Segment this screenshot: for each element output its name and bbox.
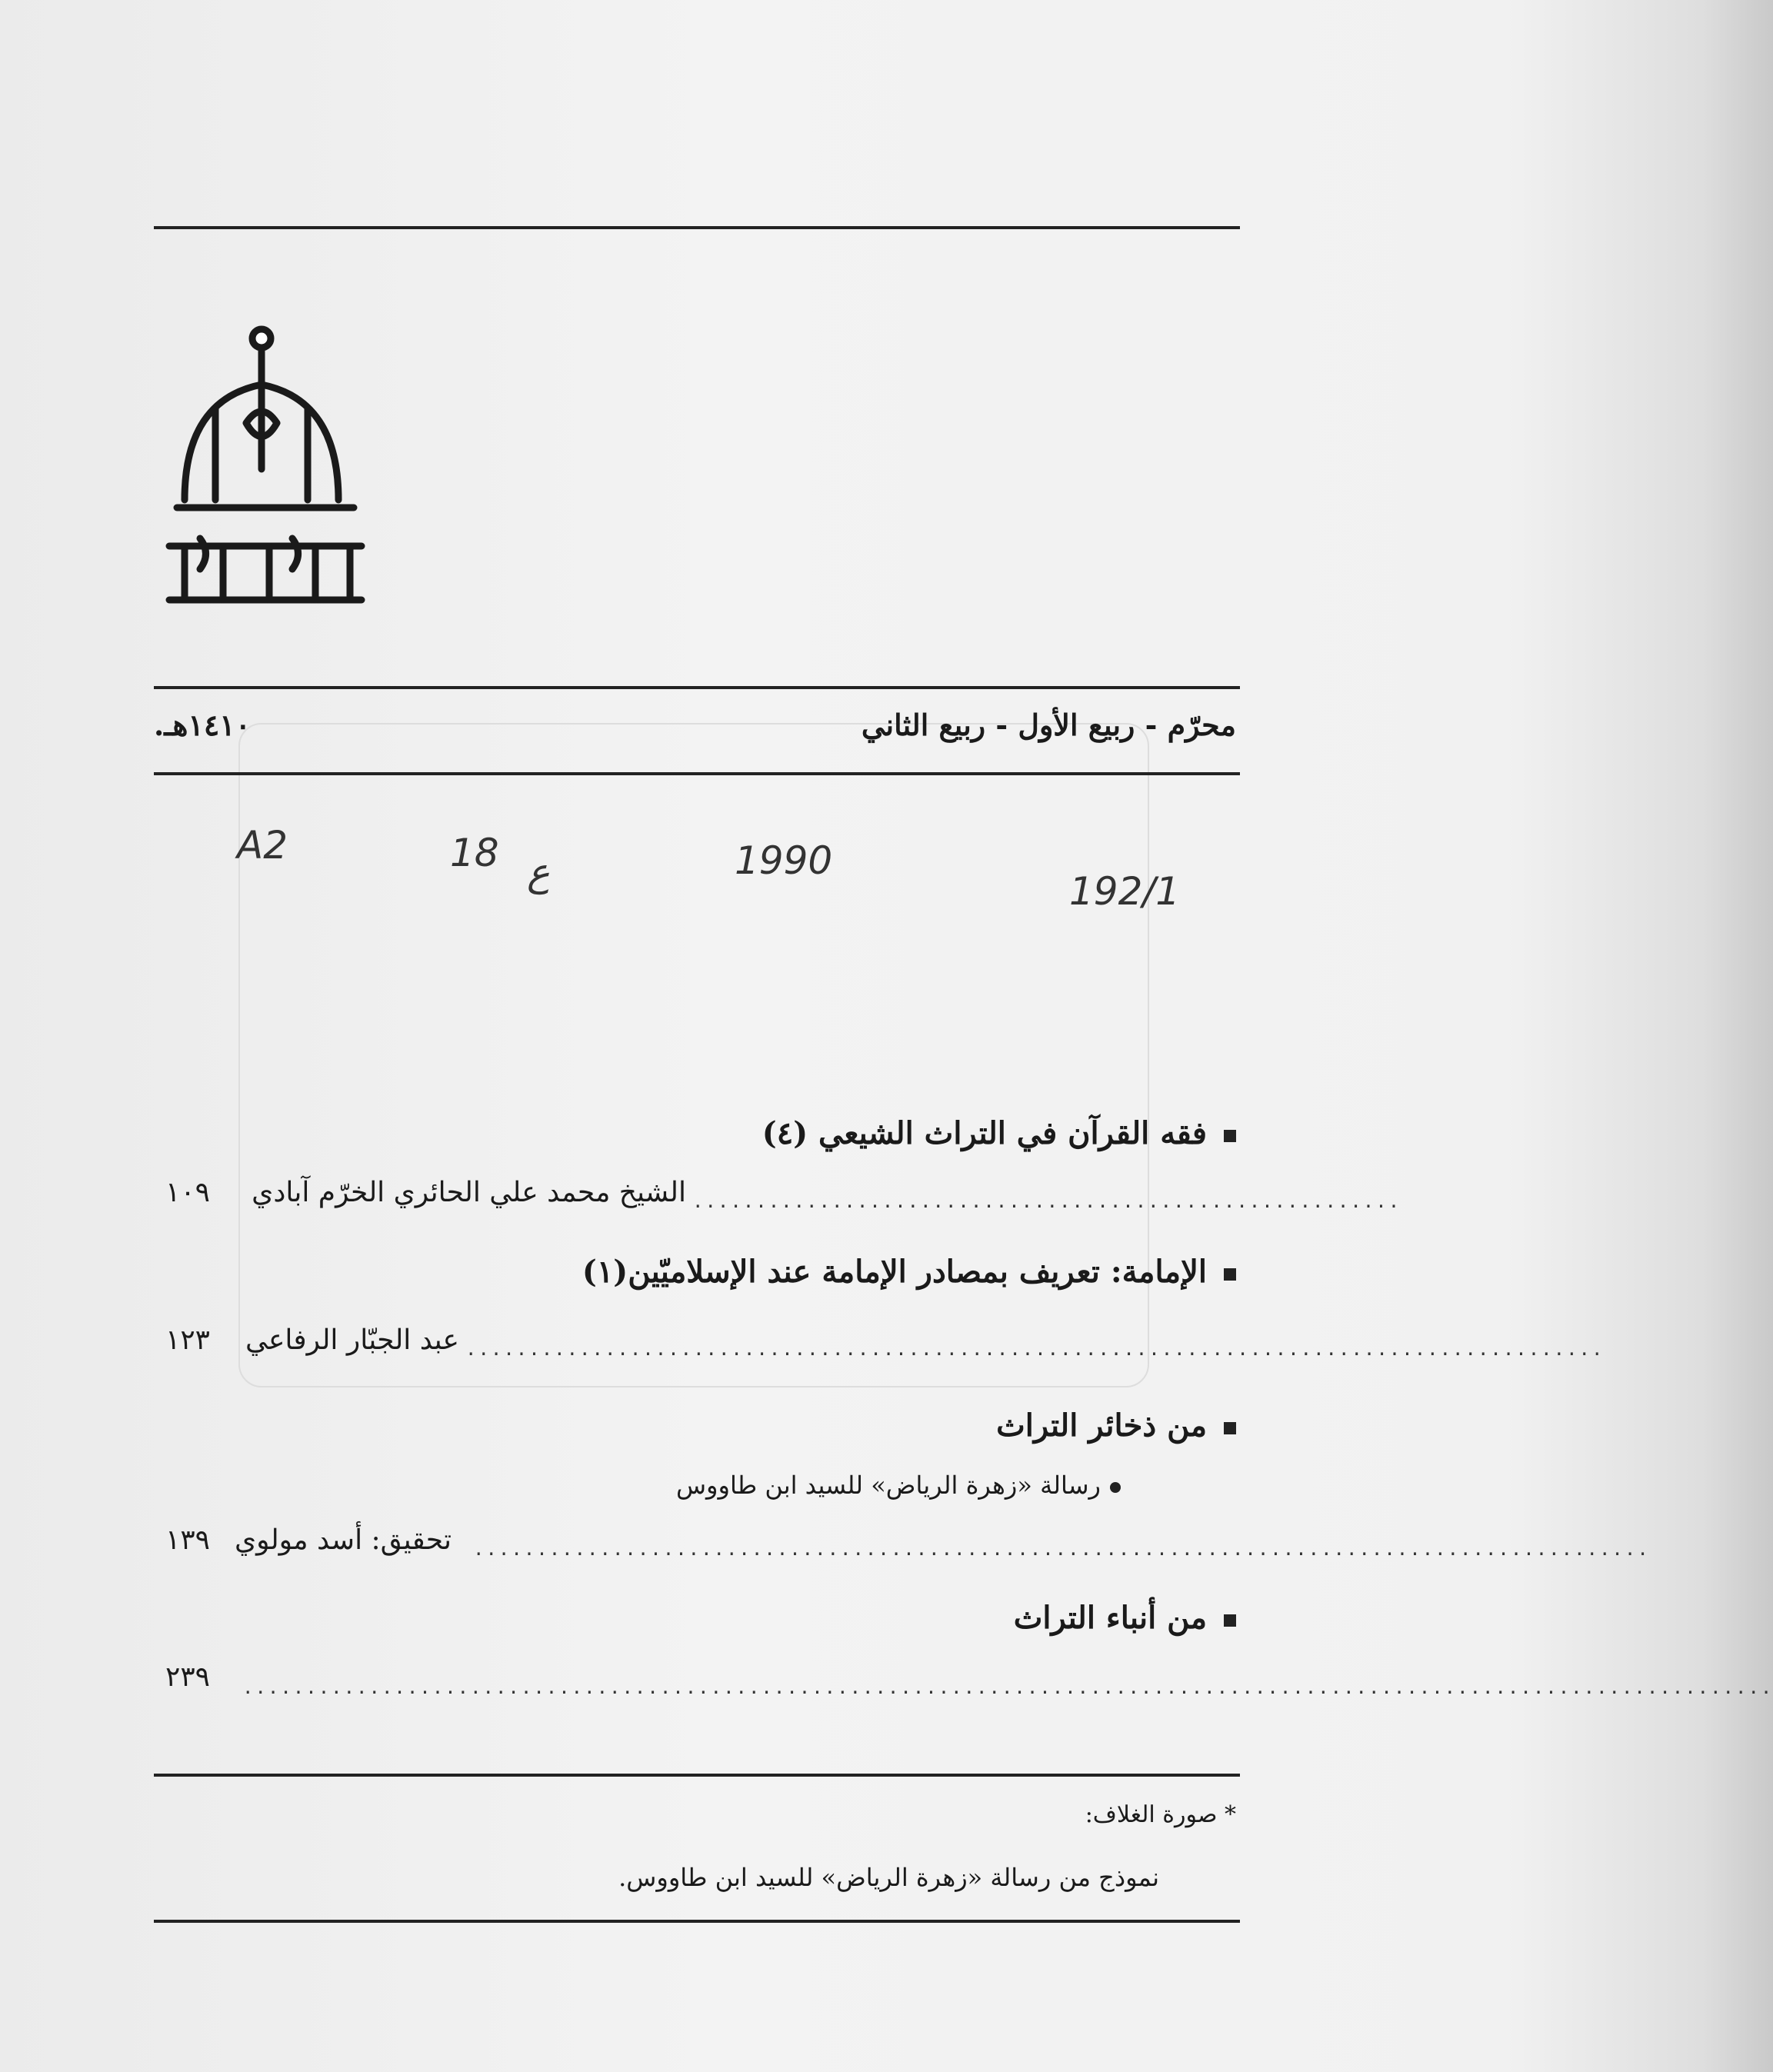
handwritten-note: 18 bbox=[450, 831, 499, 875]
toc-entry-page: ١٠٩ bbox=[165, 1177, 211, 1208]
square-bullet-icon bbox=[1224, 1422, 1236, 1434]
toc-entry-author: الشيخ محمد علي الحائري الخرّم آبادي bbox=[252, 1177, 686, 1208]
toc-entry-page: ٢٣٩ bbox=[165, 1661, 211, 1693]
cover-caption-text: نموذج من رسالة «زهرة الرياض» للسيد ابن طاووس. bbox=[618, 1863, 1159, 1892]
date-bottom-rule bbox=[154, 772, 1240, 775]
toc-entry-title: فقه القرآن في التراث الشيعي (٤) bbox=[762, 1115, 1236, 1151]
issue-year: ١٤١٠هـ. bbox=[154, 708, 252, 742]
toc-entry-title: من أنباء التراث bbox=[1014, 1600, 1236, 1636]
cover-top-rule bbox=[154, 1774, 1240, 1777]
toc-sub-item: رسالة «زهرة الرياض» للسيد ابن طاووس bbox=[676, 1471, 1121, 1500]
handwritten-note: 192/1 bbox=[1069, 869, 1181, 914]
bottom-rule bbox=[154, 1920, 1240, 1923]
toc-entry-author: تحقيق: أسد مولوي bbox=[234, 1524, 452, 1556]
top-rule bbox=[154, 226, 1240, 229]
dot-leader: ........................................................ bbox=[692, 1191, 1401, 1212]
square-bullet-icon bbox=[1224, 1130, 1236, 1142]
dot-leader: ............................................................................................. bbox=[473, 1538, 1650, 1560]
dot-leader: ......................................................................................................................... bbox=[242, 1677, 1773, 1698]
journal-logo bbox=[154, 315, 377, 608]
square-bullet-icon bbox=[1224, 1268, 1236, 1281]
handwritten-note: ع bbox=[527, 850, 550, 894]
handwritten-note: 1990 bbox=[735, 838, 833, 883]
toc-entry-page: ١٣٩ bbox=[165, 1524, 211, 1556]
handwritten-note: A2 bbox=[237, 823, 288, 868]
issue-months: محرّم - ربيع الأول - ربيع الثاني bbox=[861, 708, 1236, 742]
dot-leader: .......................................................................................... bbox=[465, 1338, 1605, 1360]
toc-entry-page: ١٢٣ bbox=[165, 1324, 211, 1356]
toc-entry-author: عبد الجبّار الرفاعي bbox=[245, 1324, 459, 1356]
toc-entry-title: الإمامة: تعريف بمصادر الإمامة عند الإسلاميّين(١) bbox=[582, 1254, 1236, 1290]
toc-entry-title: من ذخائر التراث bbox=[996, 1407, 1236, 1444]
date-top-rule bbox=[154, 686, 1240, 689]
cover-caption-label: * صورة الغلاف: bbox=[1085, 1801, 1236, 1828]
round-bullet-icon bbox=[1110, 1482, 1121, 1493]
square-bullet-icon bbox=[1224, 1614, 1236, 1627]
